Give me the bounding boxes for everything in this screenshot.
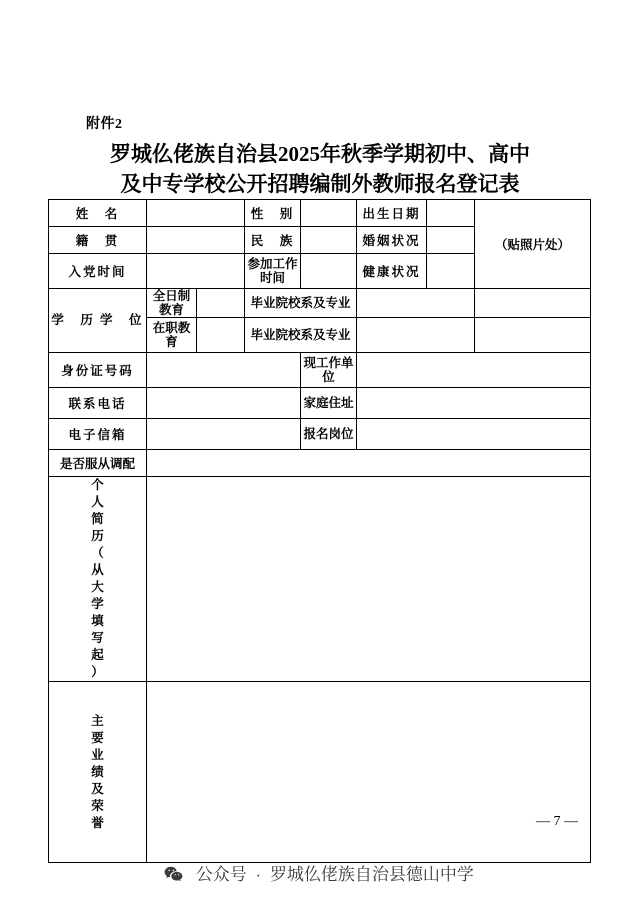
table-row [49, 419, 591, 450]
table-row [49, 200, 591, 227]
wechat-icon [164, 866, 183, 882]
work-time-value[interactable] [301, 254, 357, 289]
marital-value[interactable] [427, 227, 475, 254]
inservice-education-label: 在职教育 [147, 318, 197, 353]
fulltime-education-value[interactable] [197, 289, 245, 318]
health-label: 健康状况 [357, 254, 427, 289]
home-address-label: 家庭住址 [301, 388, 357, 419]
ethnicity-value[interactable] [301, 227, 357, 254]
name-label: 姓 名 [49, 200, 147, 227]
education-extra-cell-2[interactable] [475, 318, 591, 353]
table-row [49, 682, 591, 863]
fulltime-school-major-label: 毕业院校系及专业 [245, 289, 357, 318]
table-row [49, 450, 591, 477]
fulltime-school-major-value[interactable] [357, 289, 475, 318]
education-label: 学 历 学 位 [49, 289, 147, 353]
party-time-label: 入党时间 [49, 254, 147, 289]
current-work-value[interactable] [357, 353, 591, 388]
marital-label: 婚姻状况 [357, 227, 427, 254]
ethnicity-label: 民 族 [245, 227, 301, 254]
native-place-value[interactable] [147, 227, 245, 254]
gender-value[interactable] [301, 200, 357, 227]
registration-form-table [48, 199, 591, 863]
phone-label: 联系电话 [49, 388, 147, 419]
email-label: 电子信箱 [49, 419, 147, 450]
page-number: — 7 — [536, 814, 578, 829]
name-value[interactable] [147, 200, 245, 227]
table-row [49, 477, 591, 682]
achievements-label: 主 要 业 绩 及 荣 誉 [49, 682, 147, 863]
fulltime-education-label: 全日制教育 [147, 289, 197, 318]
resume-value[interactable] [147, 477, 591, 682]
id-number-value[interactable] [147, 353, 301, 388]
applied-post-label: 报名岗位 [301, 419, 357, 450]
table-row [49, 289, 591, 318]
gender-label: 性 别 [245, 200, 301, 227]
attachment-label: 附件2 [86, 117, 123, 132]
table-row [49, 388, 591, 419]
resume-label: 个 人 简 历 （ 从 大 学 填 写 起 ） [49, 477, 147, 682]
inservice-education-value[interactable] [197, 318, 245, 353]
native-place-label: 籍 贯 [49, 227, 147, 254]
achievements-value[interactable] [147, 682, 591, 863]
home-address-value[interactable] [357, 388, 591, 419]
footer-watermark [0, 860, 638, 885]
footer-account-name: 罗城仫佬族自治县德山中学 [269, 865, 474, 884]
birth-value[interactable] [427, 200, 475, 227]
page-title-line-1: 罗城仫佬族自治县2025年秋季学期初中、高中 [110, 142, 530, 166]
current-work-label: 现工作单位 [301, 353, 357, 388]
work-time-label: 参加工作时间 [245, 254, 301, 289]
table-row [49, 353, 591, 388]
id-number-label: 身份证号码 [49, 353, 147, 388]
email-value[interactable] [147, 419, 301, 450]
health-value[interactable] [427, 254, 475, 289]
photo-area[interactable]: （贴照片处） [475, 200, 591, 289]
inservice-school-major-value[interactable] [357, 318, 475, 353]
obey-assignment-label: 是否服从调配 [49, 450, 147, 477]
party-time-value[interactable] [147, 254, 245, 289]
footer-prefix: 公众号 [195, 865, 247, 884]
applied-post-value[interactable] [357, 419, 591, 450]
footer-separator: · [255, 865, 262, 884]
phone-value[interactable] [147, 388, 301, 419]
obey-assignment-value[interactable] [147, 450, 591, 477]
education-extra-cell-1[interactable] [475, 289, 591, 318]
birth-label: 出生日期 [357, 200, 427, 227]
page-title-line-2: 及中专学校公开招聘编制外教师报名登记表 [120, 172, 520, 196]
inservice-school-major-label: 毕业院校系及专业 [245, 318, 357, 353]
page-title [60, 139, 580, 199]
